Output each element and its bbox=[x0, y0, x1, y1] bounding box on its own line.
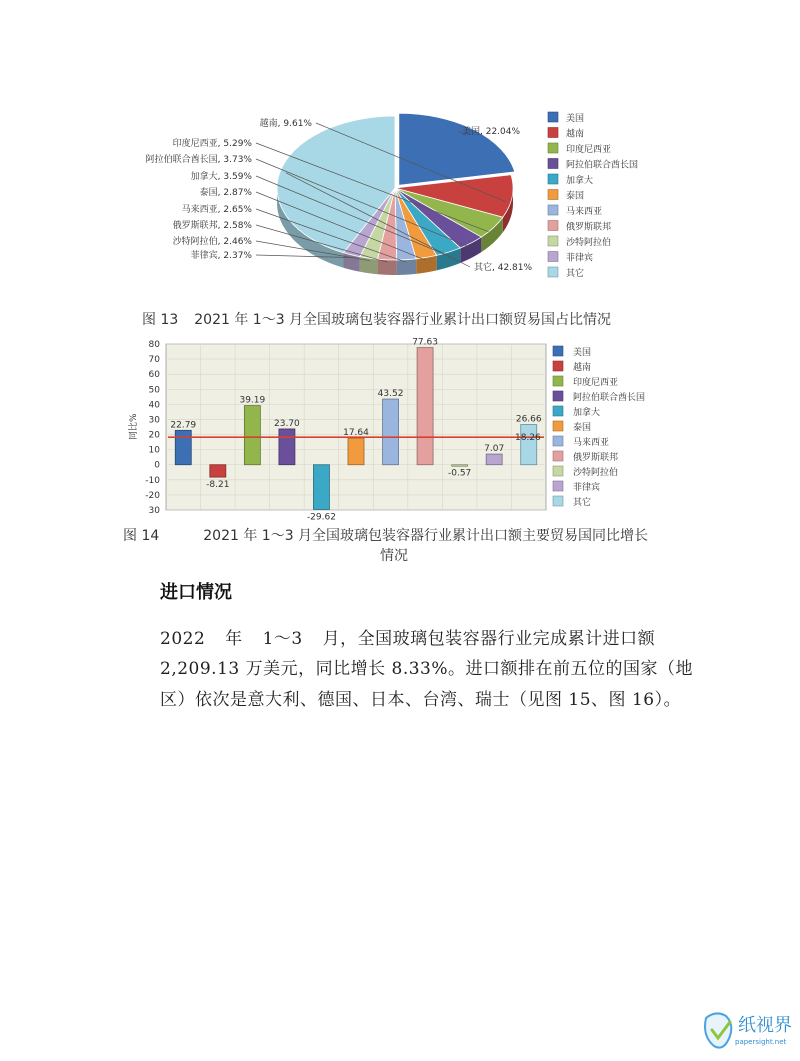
figure-13-caption bbox=[142, 309, 611, 329]
figure-14-caption-line2: 情况 bbox=[380, 548, 408, 564]
bar-value-label: -8.21 bbox=[206, 480, 230, 491]
bar-legend-swatch bbox=[553, 436, 563, 446]
bar-chart bbox=[0, 332, 800, 532]
y-tick-label: 80 bbox=[148, 340, 160, 350]
bar-value-label: 26.66 bbox=[515, 414, 542, 425]
y-tick-label: 10 bbox=[148, 445, 160, 456]
y-tick-label: 30 bbox=[148, 415, 160, 426]
pie-legend-label: 加拿大 bbox=[566, 176, 594, 186]
bar-legend-swatch bbox=[553, 406, 563, 416]
bar-legend-label: 沙特阿拉伯 bbox=[573, 468, 619, 478]
bar bbox=[348, 438, 364, 465]
pie-legend-label: 印度尼西亚 bbox=[566, 145, 612, 155]
bar-legend-swatch bbox=[553, 466, 563, 476]
bar-legend-swatch bbox=[553, 496, 563, 506]
bar-value-label: 23.70 bbox=[274, 418, 300, 429]
bar-legend-swatch bbox=[553, 421, 563, 431]
bar-value-label: 43.52 bbox=[377, 389, 404, 400]
pie-legend-label: 泰国 bbox=[566, 191, 585, 202]
pie-slice-label: 泰国, 2.87% bbox=[199, 188, 252, 198]
bar-value-label: 77.63 bbox=[412, 337, 438, 348]
bar bbox=[383, 399, 399, 465]
bar-legend-swatch bbox=[553, 451, 563, 461]
figure-14-number: 图 14 bbox=[123, 528, 160, 544]
bar-legend-label: 越南 bbox=[573, 363, 592, 373]
bar-value-label: -0.57 bbox=[447, 468, 472, 479]
figure-14-text: 2021 年 1～3 月全国玻璃包装容器行业累计出口额主要贸易国同比增长 bbox=[203, 528, 649, 544]
pie-legend-swatch bbox=[548, 159, 558, 169]
bar-legend-label: 俄罗斯联邦 bbox=[573, 453, 619, 463]
bar-legend-label: 马来西亚 bbox=[573, 438, 610, 448]
pie-legend-label: 菲律宾 bbox=[566, 253, 594, 264]
bar-legend-label: 泰国 bbox=[573, 423, 592, 433]
bar-legend-swatch bbox=[553, 361, 563, 371]
pie-legend-label: 俄罗斯联邦 bbox=[566, 222, 612, 233]
bar-legend-label: 加拿大 bbox=[573, 408, 601, 418]
bar-value-label: 7.07 bbox=[484, 444, 505, 455]
bar-y-ticks bbox=[145, 340, 160, 516]
y-tick-label: 30 bbox=[148, 506, 160, 516]
bar-legend-swatch bbox=[553, 481, 563, 491]
paragraph-line-3: 区）依次是意大利、德国、日本、台湾、瑞士（见图 15、图 16）。 bbox=[160, 690, 682, 710]
pie-legend-swatch bbox=[548, 112, 558, 122]
y-tick-label: 0 bbox=[154, 460, 160, 471]
pie-slice-label: 美国, 22.04% bbox=[462, 127, 521, 137]
y-tick-label: 50 bbox=[148, 385, 160, 396]
bar-legend-swatch bbox=[553, 391, 563, 401]
bar-legend-label: 菲律宾 bbox=[573, 483, 601, 493]
y-tick-label: -20 bbox=[145, 490, 160, 501]
bar-value-label: -29.62 bbox=[306, 512, 336, 523]
y-tick-label: -10 bbox=[145, 475, 160, 486]
bar bbox=[486, 454, 502, 465]
pie-slice-label: 其它, 42.81% bbox=[474, 263, 533, 273]
pie-legend-label: 其它 bbox=[566, 269, 585, 279]
bar-value-label: 17.64 bbox=[343, 428, 369, 439]
watermark-url: papersight.net bbox=[735, 1038, 787, 1046]
pie-slice-label: 越南, 9.61% bbox=[259, 119, 312, 129]
pie-slice-label: 沙特阿拉伯, 2.46% bbox=[172, 237, 252, 247]
bar-legend-label: 阿拉伯联合酋长国 bbox=[573, 393, 646, 403]
figure-13-text: 2021 年 1～3 月全国玻璃包装容器行业累计出口额贸易国占比情况 bbox=[194, 312, 612, 328]
bar-legend-swatch bbox=[553, 346, 563, 356]
pie-legend-swatch bbox=[548, 221, 558, 231]
pie-slice-label: 印度尼西亚, 5.29% bbox=[172, 139, 252, 149]
pie-legend-swatch bbox=[548, 205, 558, 215]
pie-slice-side bbox=[397, 259, 417, 275]
pie-slice-label: 加拿大, 3.59% bbox=[190, 172, 252, 182]
pie-legend-label: 越南 bbox=[566, 129, 585, 140]
pie-legend-swatch bbox=[548, 174, 558, 184]
bar bbox=[452, 465, 468, 467]
bar bbox=[313, 465, 329, 510]
pie-legend-swatch bbox=[548, 267, 558, 277]
bar bbox=[210, 465, 226, 477]
pie-legend-swatch bbox=[548, 252, 558, 262]
bar bbox=[175, 430, 191, 464]
pie-slice-side bbox=[378, 259, 397, 275]
pie-slice-label: 俄罗斯联邦, 2.58% bbox=[172, 221, 252, 231]
bar-legend-label: 其它 bbox=[573, 498, 592, 508]
pie-legend-label: 沙特阿拉伯 bbox=[566, 238, 612, 248]
pie-legend-swatch bbox=[548, 143, 558, 153]
pie-legend-swatch bbox=[548, 128, 558, 138]
figure-14-caption bbox=[123, 525, 648, 545]
section-heading: 进口情况 bbox=[160, 582, 232, 603]
bar-legend-label: 美国 bbox=[573, 348, 592, 358]
pie-legend-swatch bbox=[548, 236, 558, 246]
pie-legend-label: 美国 bbox=[566, 114, 585, 124]
pie-chart bbox=[0, 0, 800, 300]
paragraph-line-2: 2,209.13 万美元，同比增长 8.33%。进口额排在前五位的国家（地 bbox=[160, 659, 694, 679]
paragraph-line-1: 2022 年 1～3 月，全国玻璃包装容器行业完成累计进口额 bbox=[160, 629, 656, 649]
y-tick-label: 60 bbox=[148, 370, 160, 381]
pie-legend-label: 马来西亚 bbox=[566, 207, 603, 217]
bar bbox=[244, 406, 260, 465]
bar bbox=[521, 424, 537, 464]
pie-slice-label: 阿拉伯联合酋长国, 3.73% bbox=[145, 155, 252, 165]
pie-slice-label: 马来西亚, 2.65% bbox=[181, 205, 252, 215]
bar-value-label: 22.79 bbox=[170, 420, 197, 431]
watermark-brand: 纸视界 bbox=[738, 1015, 792, 1036]
y-tick-label: 40 bbox=[148, 400, 160, 411]
bar-y-axis-label: 同比% bbox=[129, 413, 139, 440]
pie-slice bbox=[399, 113, 515, 185]
y-tick-label: 70 bbox=[148, 355, 160, 366]
figure-13-number: 图 13 bbox=[142, 312, 179, 328]
bar bbox=[417, 348, 433, 465]
bar-legend-label: 印度尼西亚 bbox=[573, 378, 619, 388]
pie-legend-label: 阿拉伯联合酋长国 bbox=[566, 160, 639, 171]
bar bbox=[279, 429, 295, 465]
reference-line-label: 18.26 bbox=[515, 433, 541, 444]
y-tick-label: 20 bbox=[148, 430, 160, 441]
bar-value-label: 39.19 bbox=[239, 395, 266, 406]
pie-legend bbox=[548, 112, 638, 279]
bar-legend bbox=[553, 346, 645, 508]
pie-legend-swatch bbox=[548, 190, 558, 200]
pie-slice-label: 菲律宾, 2.37% bbox=[190, 251, 252, 261]
bar-legend-swatch bbox=[553, 376, 563, 386]
